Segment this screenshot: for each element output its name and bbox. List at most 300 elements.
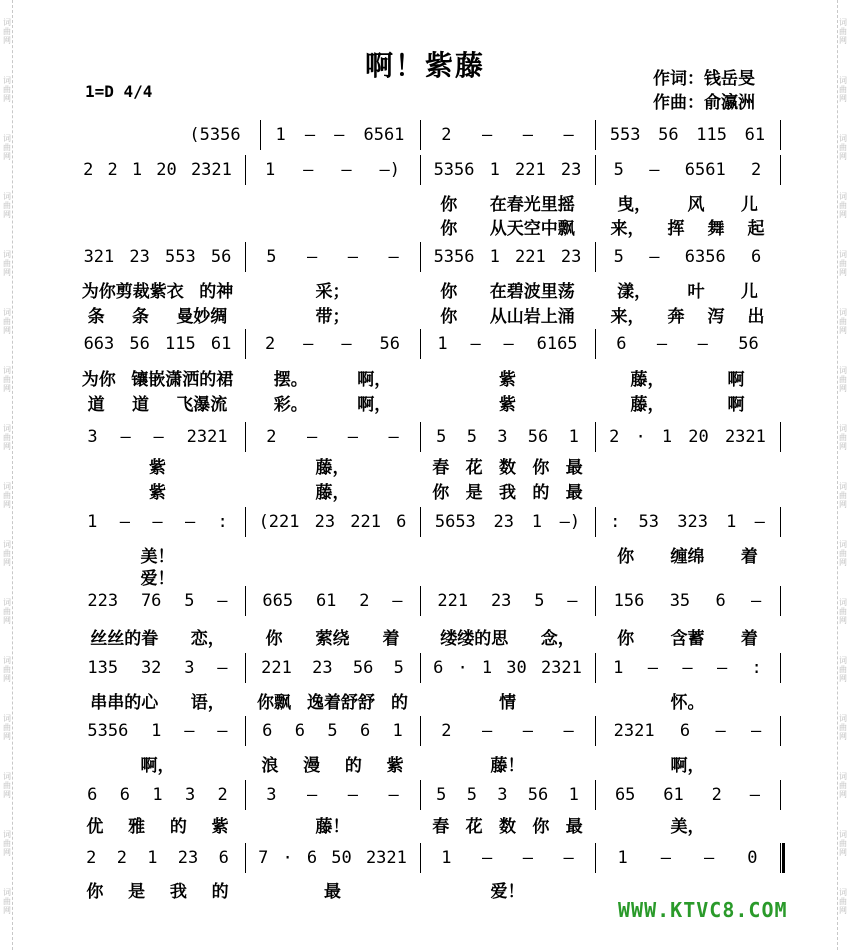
lyric-word: 舞 — [707, 219, 725, 239]
note-group: — — [392, 591, 403, 611]
note-group: 1 — [392, 721, 403, 741]
note-group: 5 — [266, 247, 277, 267]
note-group: 2321 — [186, 427, 228, 447]
note-group: 35 — [669, 591, 691, 611]
bar-line — [780, 155, 781, 185]
note-group: 20 — [688, 427, 709, 447]
note-group: 1 — [489, 160, 500, 180]
note-group: 56 — [129, 334, 150, 354]
note-group: 1 — [441, 848, 452, 868]
lyric-word: 的 — [211, 882, 229, 902]
lyric-line — [70, 751, 785, 776]
watermark-glyphs: 词 曲 网 — [839, 482, 847, 509]
note-group: 665 — [262, 591, 294, 611]
measure — [426, 586, 589, 616]
lyric-word: 儿 — [740, 195, 758, 215]
watermark-glyphs: 词 曲 网 — [3, 482, 11, 509]
note-group: 1 — [726, 512, 737, 532]
lyric-segment — [74, 688, 241, 713]
note-group: — — [303, 334, 314, 354]
lyric-line — [70, 624, 785, 649]
note-group: 6 — [119, 785, 131, 805]
watermark-glyphs: 词 曲 网 — [3, 192, 11, 219]
lyric-line — [70, 564, 785, 589]
lyric-word: 条 — [87, 307, 105, 327]
lyric-word: 啊， — [140, 756, 175, 776]
watermark-glyphs: 词 曲 网 — [3, 656, 11, 683]
note-group: 30 — [506, 658, 527, 678]
watermark-glyphs: 词 曲 网 — [839, 888, 847, 915]
note-group: 7 — [258, 848, 269, 868]
note-group: — — [716, 658, 728, 678]
note-group: 2 — [441, 721, 452, 741]
measure — [266, 120, 414, 150]
watermark-glyphs: 词 曲 网 — [3, 134, 11, 161]
lyric-word: 道 — [131, 395, 149, 415]
note-group: — — [120, 427, 131, 447]
watermark-glyphs: 词 曲 网 — [839, 192, 847, 219]
lyric-word: 你 — [532, 458, 550, 478]
lyric-segment — [599, 190, 776, 215]
lyric-word: 丝丝的眷 — [90, 629, 159, 649]
composer-credit: 作曲：俞瀛洲 — [653, 93, 755, 113]
note-group: 2321 — [724, 427, 766, 447]
note-group: — — [563, 721, 574, 741]
lyric-word: 最 — [565, 458, 583, 478]
note-group: — — [119, 512, 131, 532]
lyric-word: 藤， — [630, 370, 665, 390]
note-group: 1 — [151, 721, 162, 741]
measure — [601, 843, 774, 873]
lyric-segment — [249, 624, 416, 649]
note-group: — — [522, 721, 533, 741]
note-group: 1 — [131, 160, 143, 180]
measure — [601, 242, 774, 272]
measure — [426, 716, 589, 746]
note-group: 2321 — [540, 658, 582, 678]
lyric-word: 你 — [532, 817, 550, 837]
note-group: — — [503, 334, 514, 354]
bar-line — [780, 843, 781, 873]
lyric-word: 紫 — [499, 395, 516, 415]
note-group: 221 — [437, 591, 469, 611]
note-group: 221 — [350, 512, 381, 532]
lyric-word: 逸着舒舒 — [307, 693, 375, 713]
bar-line — [595, 120, 596, 150]
note-group: — — [563, 848, 574, 868]
watermark-glyphs: 词 曲 网 — [3, 424, 11, 451]
notation-row — [70, 653, 785, 683]
note-group: 2 — [441, 125, 452, 145]
note-group: 6 — [359, 721, 371, 741]
note-group: 2321 — [613, 721, 655, 741]
lyric-segment — [424, 302, 591, 327]
bar-line — [420, 653, 421, 683]
lyric-word: 你 — [265, 629, 283, 649]
lyric-segment — [424, 688, 591, 713]
watermark-glyphs: 词 曲 网 — [3, 598, 11, 625]
notation-row — [70, 586, 785, 616]
measure — [76, 716, 239, 746]
watermark-glyphs: 词 曲 网 — [839, 598, 847, 625]
lyric-word: 最 — [324, 882, 341, 902]
note-group: 6 — [262, 721, 273, 741]
watermark-glyphs: 词 曲 网 — [839, 18, 847, 45]
measure — [426, 242, 589, 272]
lyric-word: 着 — [740, 547, 758, 567]
lyric-word: 串串的心 — [90, 693, 159, 713]
note-group: 61 — [210, 334, 232, 354]
lyric-word: 你 — [440, 307, 458, 327]
lyric-word: 你 — [617, 547, 635, 567]
lyric-word: 春 — [432, 458, 450, 478]
watermark-glyphs: 词 曲 网 — [3, 76, 11, 103]
note-group: — — [522, 125, 533, 145]
website-watermark — [618, 898, 788, 922]
bar-line — [420, 422, 421, 452]
note-group: 5 — [327, 721, 338, 741]
note-group: — — [334, 125, 345, 145]
bar-line — [780, 586, 781, 616]
note-group: — — [341, 160, 352, 180]
lyric-line — [70, 190, 785, 215]
watermark-glyphs: 词 曲 网 — [839, 366, 847, 393]
bar-line — [245, 716, 246, 746]
lyric-word: 曳， — [617, 195, 652, 215]
website-text: WWW.KTVC8.COM — [618, 898, 788, 922]
watermark-glyphs: 词 曲 网 — [839, 540, 847, 567]
lyric-line — [70, 453, 785, 478]
measure — [426, 155, 589, 185]
lyric-segment — [74, 277, 241, 302]
bar-line — [420, 155, 421, 185]
measure — [601, 329, 774, 359]
note-group: 1 — [568, 427, 579, 447]
note-group: — — [153, 427, 164, 447]
note-group: 53 — [638, 512, 660, 532]
lyric-word: 爱！ — [140, 569, 175, 589]
note-group: — — [715, 721, 726, 741]
note-group: — — [341, 334, 352, 354]
lyric-word: 你 — [440, 219, 458, 239]
note-group: 5 — [466, 427, 477, 447]
lyric-word: 啊 — [727, 395, 745, 415]
bar-line — [595, 716, 596, 746]
lyric-word: 啊 — [727, 370, 745, 390]
notation-row — [70, 843, 785, 873]
measure — [251, 422, 414, 452]
note-group: 6 — [218, 848, 229, 868]
lyric-segment — [424, 877, 591, 902]
watermark-glyphs: 词 曲 网 — [839, 772, 847, 799]
lyric-segment — [74, 624, 241, 649]
bar-line — [780, 422, 781, 452]
lyric-word: 我 — [169, 882, 187, 902]
bar-line — [420, 586, 421, 616]
note-group: 50 — [331, 848, 352, 868]
note-group: 1 — [661, 427, 673, 447]
lyric-word: 藤！ — [315, 817, 350, 837]
note-group: — — [682, 658, 693, 678]
note-group: — — [152, 512, 163, 532]
note-group: — — [647, 658, 659, 678]
note-group: 6356 — [684, 247, 726, 267]
watermark-glyphs: 词 曲 网 — [839, 424, 847, 451]
note-group: 6 — [679, 721, 691, 741]
measure — [251, 586, 414, 616]
note-group: 3 — [87, 427, 98, 447]
lyric-word: 萦绕 — [315, 629, 350, 649]
note-group: 5356 — [433, 247, 475, 267]
note-group: 23 — [490, 591, 512, 611]
watermark-glyphs: 词 曲 网 — [839, 250, 847, 277]
lyric-word: 你 — [617, 629, 635, 649]
lyric-word: 你飘 — [257, 693, 291, 713]
lyric-segment — [599, 688, 776, 713]
bar-line — [780, 780, 781, 810]
note-group: — — [388, 427, 399, 447]
lyric-word: 从天空中飘 — [489, 219, 575, 239]
note-group: 223 — [87, 591, 119, 611]
lyric-line — [70, 277, 785, 302]
bar-line — [780, 120, 781, 150]
lyric-segment — [599, 365, 776, 390]
key-signature: 1=D 4/4 — [85, 82, 153, 101]
note-group: 2 — [266, 427, 277, 447]
lyric-word: 藤！ — [490, 756, 525, 776]
song-title: 啊！紫藤 — [364, 49, 485, 82]
note-group: — — [749, 785, 761, 805]
lyric-segment — [249, 453, 416, 478]
lyric-segment — [74, 302, 241, 327]
note-group: 1 — [152, 785, 163, 805]
note-group: 2 — [116, 848, 127, 868]
watermark-glyphs: 词 曲 网 — [3, 830, 11, 857]
note-group: 23 — [129, 247, 150, 267]
note-group: 20 — [156, 160, 177, 180]
note-group: 6561 — [363, 125, 405, 145]
note-group: 3 — [497, 785, 508, 805]
lyric-word: 摆。 — [273, 370, 308, 390]
measure — [426, 780, 589, 810]
note-group: 23 — [560, 160, 582, 180]
notation-row — [70, 329, 785, 359]
lyric-word: 条 — [131, 307, 149, 327]
note-group: 6 — [715, 591, 726, 611]
note-group: : — [610, 512, 621, 532]
lyric-word: 是 — [465, 483, 483, 503]
note-group: — — [217, 591, 228, 611]
lyric-word: 花 — [465, 458, 483, 478]
note-group: 5356 — [87, 721, 129, 741]
measure — [601, 422, 774, 452]
notation-row — [70, 507, 785, 537]
lyric-word: 含蓄 — [670, 629, 705, 649]
lyric-line — [70, 365, 785, 390]
watermark-glyphs: 词 曲 网 — [3, 714, 11, 741]
lyric-word: 奔 — [667, 307, 685, 327]
lyric-segment — [249, 302, 416, 327]
lyric-word: 你 — [440, 282, 458, 302]
watermark-glyphs: 词 曲 网 — [3, 772, 11, 799]
note-group: 1 — [617, 848, 628, 868]
note-group: — — [649, 160, 660, 180]
note-group: — — [660, 848, 671, 868]
note-group: 221 — [515, 247, 546, 267]
note-group: 65 — [614, 785, 636, 805]
lyric-segment — [74, 478, 241, 503]
note-group: 5 — [436, 427, 447, 447]
note-group: 2 — [217, 785, 228, 805]
measure — [601, 507, 774, 537]
note-group: — — [304, 125, 316, 145]
lyric-segment — [599, 390, 776, 415]
lyric-word: 着 — [740, 629, 758, 649]
lyric-segment — [249, 390, 416, 415]
measure — [76, 586, 239, 616]
lyric-word: 儿 — [740, 282, 758, 302]
lyric-word: 漾， — [617, 282, 652, 302]
lyric-word: 着 — [382, 629, 400, 649]
bar-line — [245, 422, 246, 452]
note-group: 1 — [87, 512, 98, 532]
measure — [76, 155, 239, 185]
watermark-glyphs: 词 曲 网 — [3, 366, 11, 393]
lyric-word: 雅 — [128, 817, 146, 837]
measure — [426, 843, 589, 873]
bar-line — [245, 586, 246, 616]
note-group: (5356 — [189, 125, 241, 145]
watermark-glyphs: 词 曲 网 — [839, 714, 847, 741]
measure — [426, 507, 589, 537]
measure — [601, 586, 774, 616]
note-group: — — [388, 247, 399, 267]
lyric-word: 彩。 — [273, 395, 308, 415]
measure — [76, 780, 239, 810]
lyric-segment — [249, 688, 416, 713]
note-group: —) — [559, 512, 581, 532]
lyric-segment — [599, 277, 776, 302]
lyric-word: 紫 — [211, 817, 229, 837]
lyric-word: 浪 — [261, 756, 279, 776]
lyric-word: 藤， — [315, 458, 350, 478]
bar-line — [595, 653, 596, 683]
measure — [251, 329, 414, 359]
lyric-word: 你 — [86, 882, 104, 902]
bar-line — [420, 843, 421, 873]
note-group: 1 — [147, 848, 158, 868]
lyric-segment — [249, 365, 416, 390]
lyric-word: 紫 — [149, 483, 166, 503]
note-group: · — [282, 848, 293, 868]
lyric-word: 为你 — [81, 370, 116, 390]
lyric-segment — [249, 751, 416, 776]
note-group: (221 — [258, 512, 300, 532]
lyric-segment — [424, 190, 591, 215]
lyric-line — [70, 542, 785, 567]
note-group: 135 — [87, 658, 119, 678]
note-group: 5 — [184, 591, 195, 611]
lyric-line — [70, 478, 785, 503]
lyric-word: 美， — [670, 817, 705, 837]
note-group: — — [184, 512, 196, 532]
note-group: 61 — [744, 125, 766, 145]
note-group: 3 — [497, 427, 508, 447]
bar-line — [595, 242, 596, 272]
lyric-word: 挥 — [667, 219, 685, 239]
lyric-word: 啊， — [670, 756, 705, 776]
bar-line — [420, 507, 421, 537]
note-group: 1 — [264, 160, 276, 180]
lyric-word: 来， — [610, 307, 645, 327]
note-group: 2 — [711, 785, 722, 805]
lyric-word: 春 — [432, 817, 450, 837]
note-group: 0 — [747, 848, 758, 868]
lyric-word: 你 — [440, 195, 458, 215]
lyric-line — [70, 214, 785, 239]
note-group: 2 — [264, 334, 276, 354]
note-group: 56 — [527, 427, 549, 447]
note-group: 2 — [83, 160, 94, 180]
note-group: 2 — [751, 160, 762, 180]
lyric-word: 带； — [315, 307, 350, 327]
notation-row — [70, 716, 785, 746]
bar-line — [595, 155, 596, 185]
note-group: 5356 — [433, 160, 475, 180]
lyric-word: 是 — [128, 882, 146, 902]
note-group: 5653 — [434, 512, 476, 532]
measure — [426, 329, 589, 359]
lyric-segment — [249, 478, 416, 503]
note-group: — — [522, 848, 533, 868]
note-group: 2 — [86, 848, 97, 868]
lyric-word: 紫 — [149, 458, 166, 478]
note-group: 5 — [436, 785, 447, 805]
lyric-word: 恋， — [190, 629, 225, 649]
watermark-glyphs: 词 曲 网 — [839, 76, 847, 103]
bar-line — [245, 843, 246, 873]
note-group: 2 — [359, 591, 370, 611]
lyric-word: 怀。 — [670, 693, 705, 713]
lyric-segment — [74, 453, 241, 478]
lyric-word: 在碧波里荡 — [489, 282, 575, 302]
bar-line — [595, 329, 596, 359]
bar-line — [245, 780, 246, 810]
lyric-word: 风 — [687, 195, 705, 215]
note-group: 3 — [184, 658, 195, 678]
bar-line — [245, 242, 246, 272]
bar-line — [420, 242, 421, 272]
note-group: 56 — [527, 785, 549, 805]
lyric-segment — [249, 812, 416, 837]
notation-row — [70, 155, 785, 185]
bar-line — [245, 507, 246, 537]
lyric-word: 泻 — [707, 307, 725, 327]
bar-line — [595, 843, 596, 873]
lyric-segment — [599, 214, 776, 239]
lyric-segment — [424, 453, 591, 478]
lyric-segment — [424, 751, 591, 776]
lyric-word: 紫 — [386, 756, 404, 776]
lyric-segment — [74, 390, 241, 415]
notation-row — [70, 242, 785, 272]
note-group: 2321 — [190, 160, 232, 180]
measure — [251, 843, 414, 873]
measure — [251, 653, 414, 683]
lyric-word: 的 — [391, 693, 408, 713]
lyric-word: 爱！ — [490, 882, 525, 902]
measure — [76, 507, 239, 537]
